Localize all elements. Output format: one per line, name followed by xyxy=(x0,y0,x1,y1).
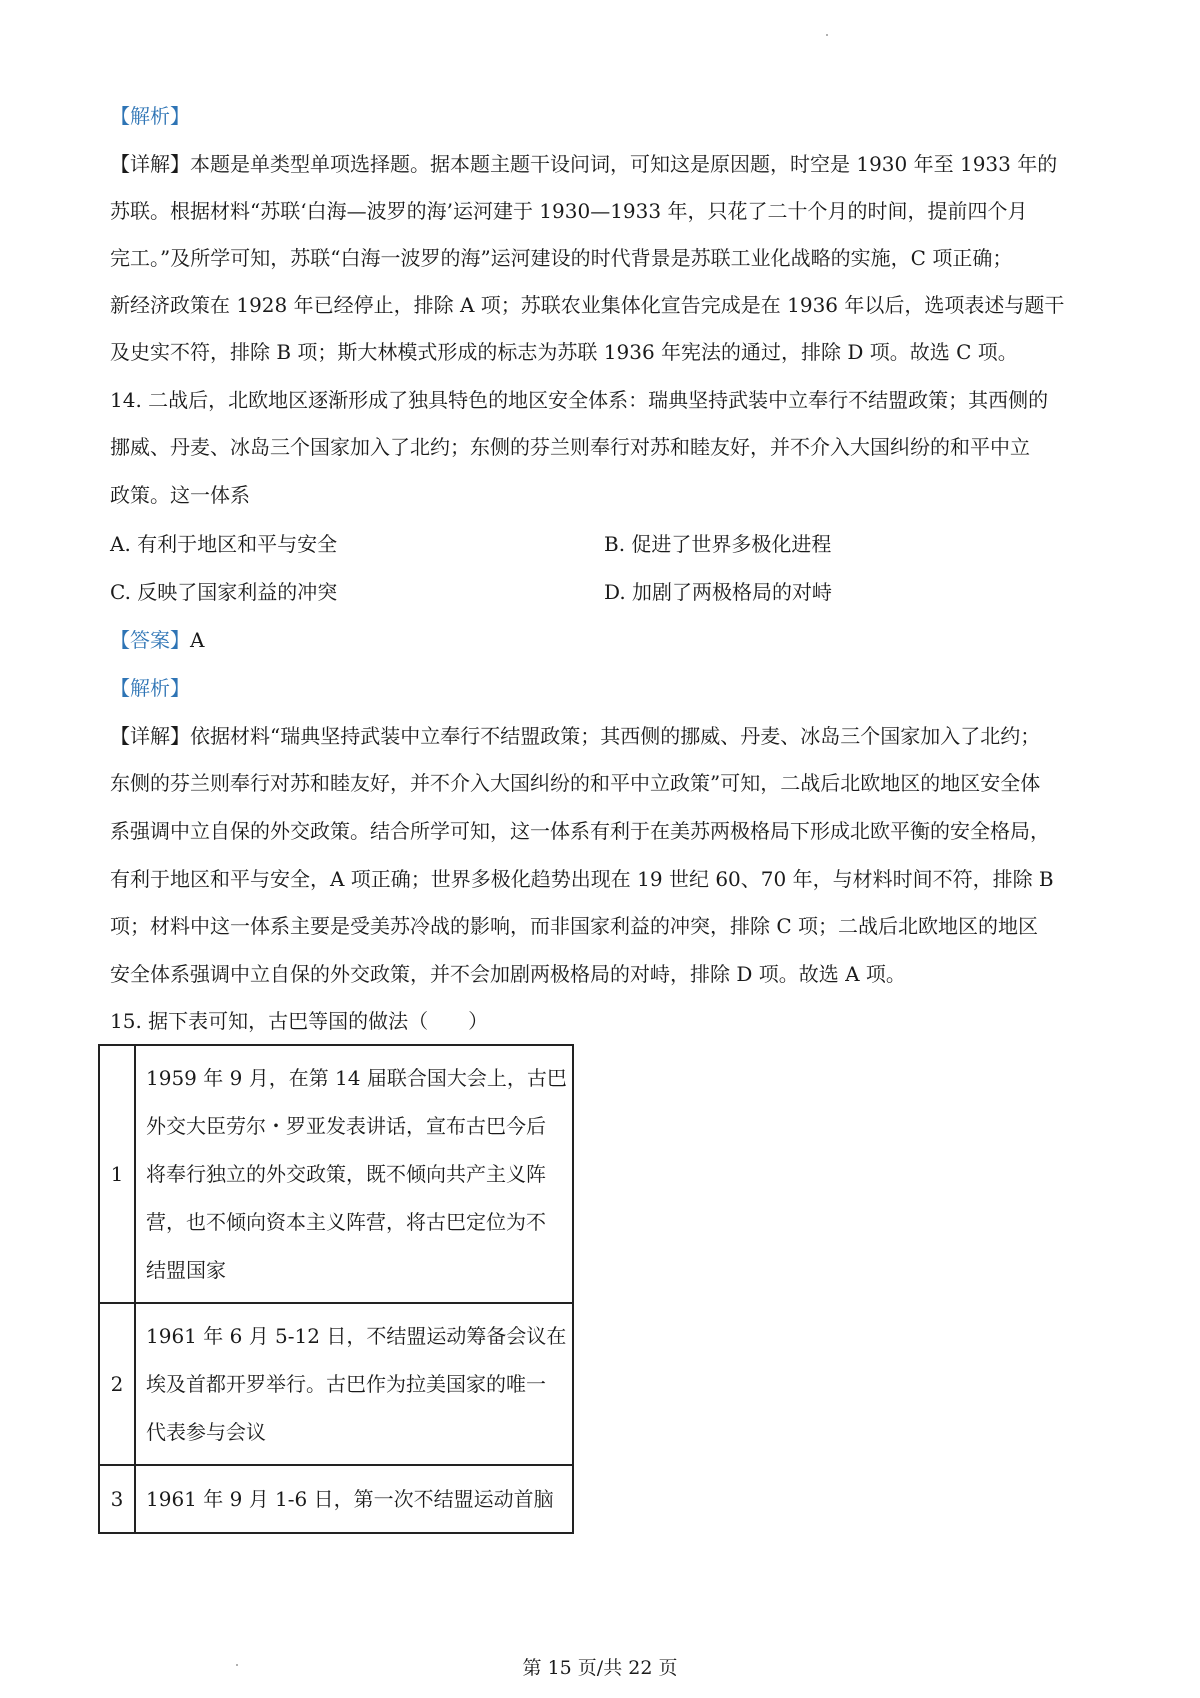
row-number: 3 xyxy=(99,1465,135,1533)
row-text xyxy=(135,1045,573,1303)
q13-explanation-line: 苏联。根据材料“苏联‘白海—波罗的海’运河建于 1930—1933 年，只花了二十个月的时间，提前四个月 xyxy=(110,199,1028,223)
q14-option-a: A. 有利于地区和平与安全 xyxy=(110,532,338,556)
answer-label: 【答案】 xyxy=(110,628,190,652)
q14-stem-line: 政策。这一体系 xyxy=(110,483,250,507)
xiangjie-label: 【详解】 xyxy=(110,152,190,176)
row-text-line: 1959 年 9 月，在第 14 届联合国大会上，古巴 xyxy=(146,1066,567,1090)
xiangjie-label: 【详解】 xyxy=(110,724,190,748)
row-text-line: 营，也不倾向资本主义阵营，将古巴定位为不 xyxy=(146,1210,546,1234)
row-number: 1 xyxy=(99,1045,135,1303)
table-row xyxy=(99,1303,573,1465)
q13-explanation-line: 及史实不符，排除 B 项；斯大林模式形成的标志为苏联 1936 年宪法的通过，排除 D 项。故选 C 项。 xyxy=(110,340,1018,364)
table-row xyxy=(99,1465,573,1533)
q14-jiexi-heading xyxy=(110,674,1100,702)
q13-jiexi-heading xyxy=(110,102,1100,130)
row-number: 2 xyxy=(99,1303,135,1465)
q15-stem: 15. 据下表可知，古巴等国的做法（ ） xyxy=(110,1009,489,1033)
row-text-line: 将奉行独立的外交政策，既不倾向共产主义阵 xyxy=(146,1162,546,1186)
q13-explanation-text: 本题是单类型单项选择题。据本题主题干设问词，可知这是原因题，时空是 1930 年至 1933 年的 xyxy=(190,152,1058,176)
q13-explanation-line: 完工。”及所学可知，苏联“白海一波罗的海”运河建设的时代背景是苏联工业化战略的实施，C 项正确； xyxy=(110,246,1013,270)
row-text-line: 埃及首都开罗举行。古巴作为拉美国家的唯一 xyxy=(146,1372,546,1396)
q15-events-table xyxy=(98,1044,574,1534)
q14-explanation-line: 系强调中立自保的外交政策。结合所学可知，这一体系有利于在美苏两极格局下形成北欧平衡的安全格局， xyxy=(110,819,1050,843)
q14-stem-line: 14. 二战后，北欧地区逐渐形成了独具特色的地区安全体系：瑞典坚持武装中立奉行不结盟政策；其西侧的 xyxy=(110,388,1049,412)
row-text xyxy=(135,1465,573,1533)
row-text-line: 代表参与会议 xyxy=(146,1420,266,1444)
page-footer: 第 15 页/共 22 页 xyxy=(522,1657,678,1679)
answer-value: A xyxy=(190,628,205,652)
scan-dot xyxy=(826,34,828,36)
row-text-line: 1961 年 9 月 1-6 日，第一次不结盟运动首脑 xyxy=(146,1487,554,1511)
q14-explanation-line: 有利于地区和平与安全，A 项正确；世界多极化趋势出现在 19 世纪 60、70 年，与材料时间不符，排除 B xyxy=(110,867,1054,891)
q14-option-b: B. 促进了世界多极化进程 xyxy=(604,532,832,556)
q14-explanation-line: 项；材料中这一体系主要是受美苏冷战的影响，而非国家利益的冲突，排除 C 项；二战后北欧地区的地区 xyxy=(110,914,1039,938)
q14-explanation-text: 依据材料“瑞典坚持武装中立奉行不结盟政策；其西侧的挪威、丹麦、冰岛三个国家加入了北约； xyxy=(190,724,1041,748)
q13-explanation-line xyxy=(110,150,1100,178)
row-text-line: 结盟国家 xyxy=(146,1258,226,1282)
q14-explanation-line xyxy=(110,722,1100,750)
q14-answer xyxy=(110,626,1100,654)
q14-explanation-line: 东侧的芬兰则奉行对苏和睦友好，并不介入大国纠纷的和平中立政策”可知，二战后北欧地区的地区安全体 xyxy=(110,771,1041,795)
jiexi-label: 【解析】 xyxy=(110,104,190,128)
table-row xyxy=(99,1045,573,1303)
q14-option-d: D. 加剧了两极格局的对峙 xyxy=(604,580,833,604)
row-text-line: 外交大臣劳尔・罗亚发表讲话，宣布古巴今后 xyxy=(146,1114,546,1138)
jiexi-label: 【解析】 xyxy=(110,676,190,700)
row-text xyxy=(135,1303,573,1465)
row-text-line: 1961 年 6 月 5-12 日，不结盟运动筹备会议在 xyxy=(146,1324,567,1348)
q14-explanation-line: 安全体系强调中立自保的外交政策，并不会加剧两极格局的对峙，排除 D 项。故选 A 项。 xyxy=(110,962,906,986)
q13-explanation-line: 新经济政策在 1928 年已经停止，排除 A 项；苏联农业集体化宣告完成是在 1936 年以后，选项表述与题干 xyxy=(110,293,1065,317)
q14-option-c: C. 反映了国家利益的冲突 xyxy=(110,580,338,604)
q14-stem-line: 挪威、丹麦、冰岛三个国家加入了北约；东侧的芬兰则奉行对苏和睦友好，并不介入大国纠纷的和平中立 xyxy=(110,435,1030,459)
